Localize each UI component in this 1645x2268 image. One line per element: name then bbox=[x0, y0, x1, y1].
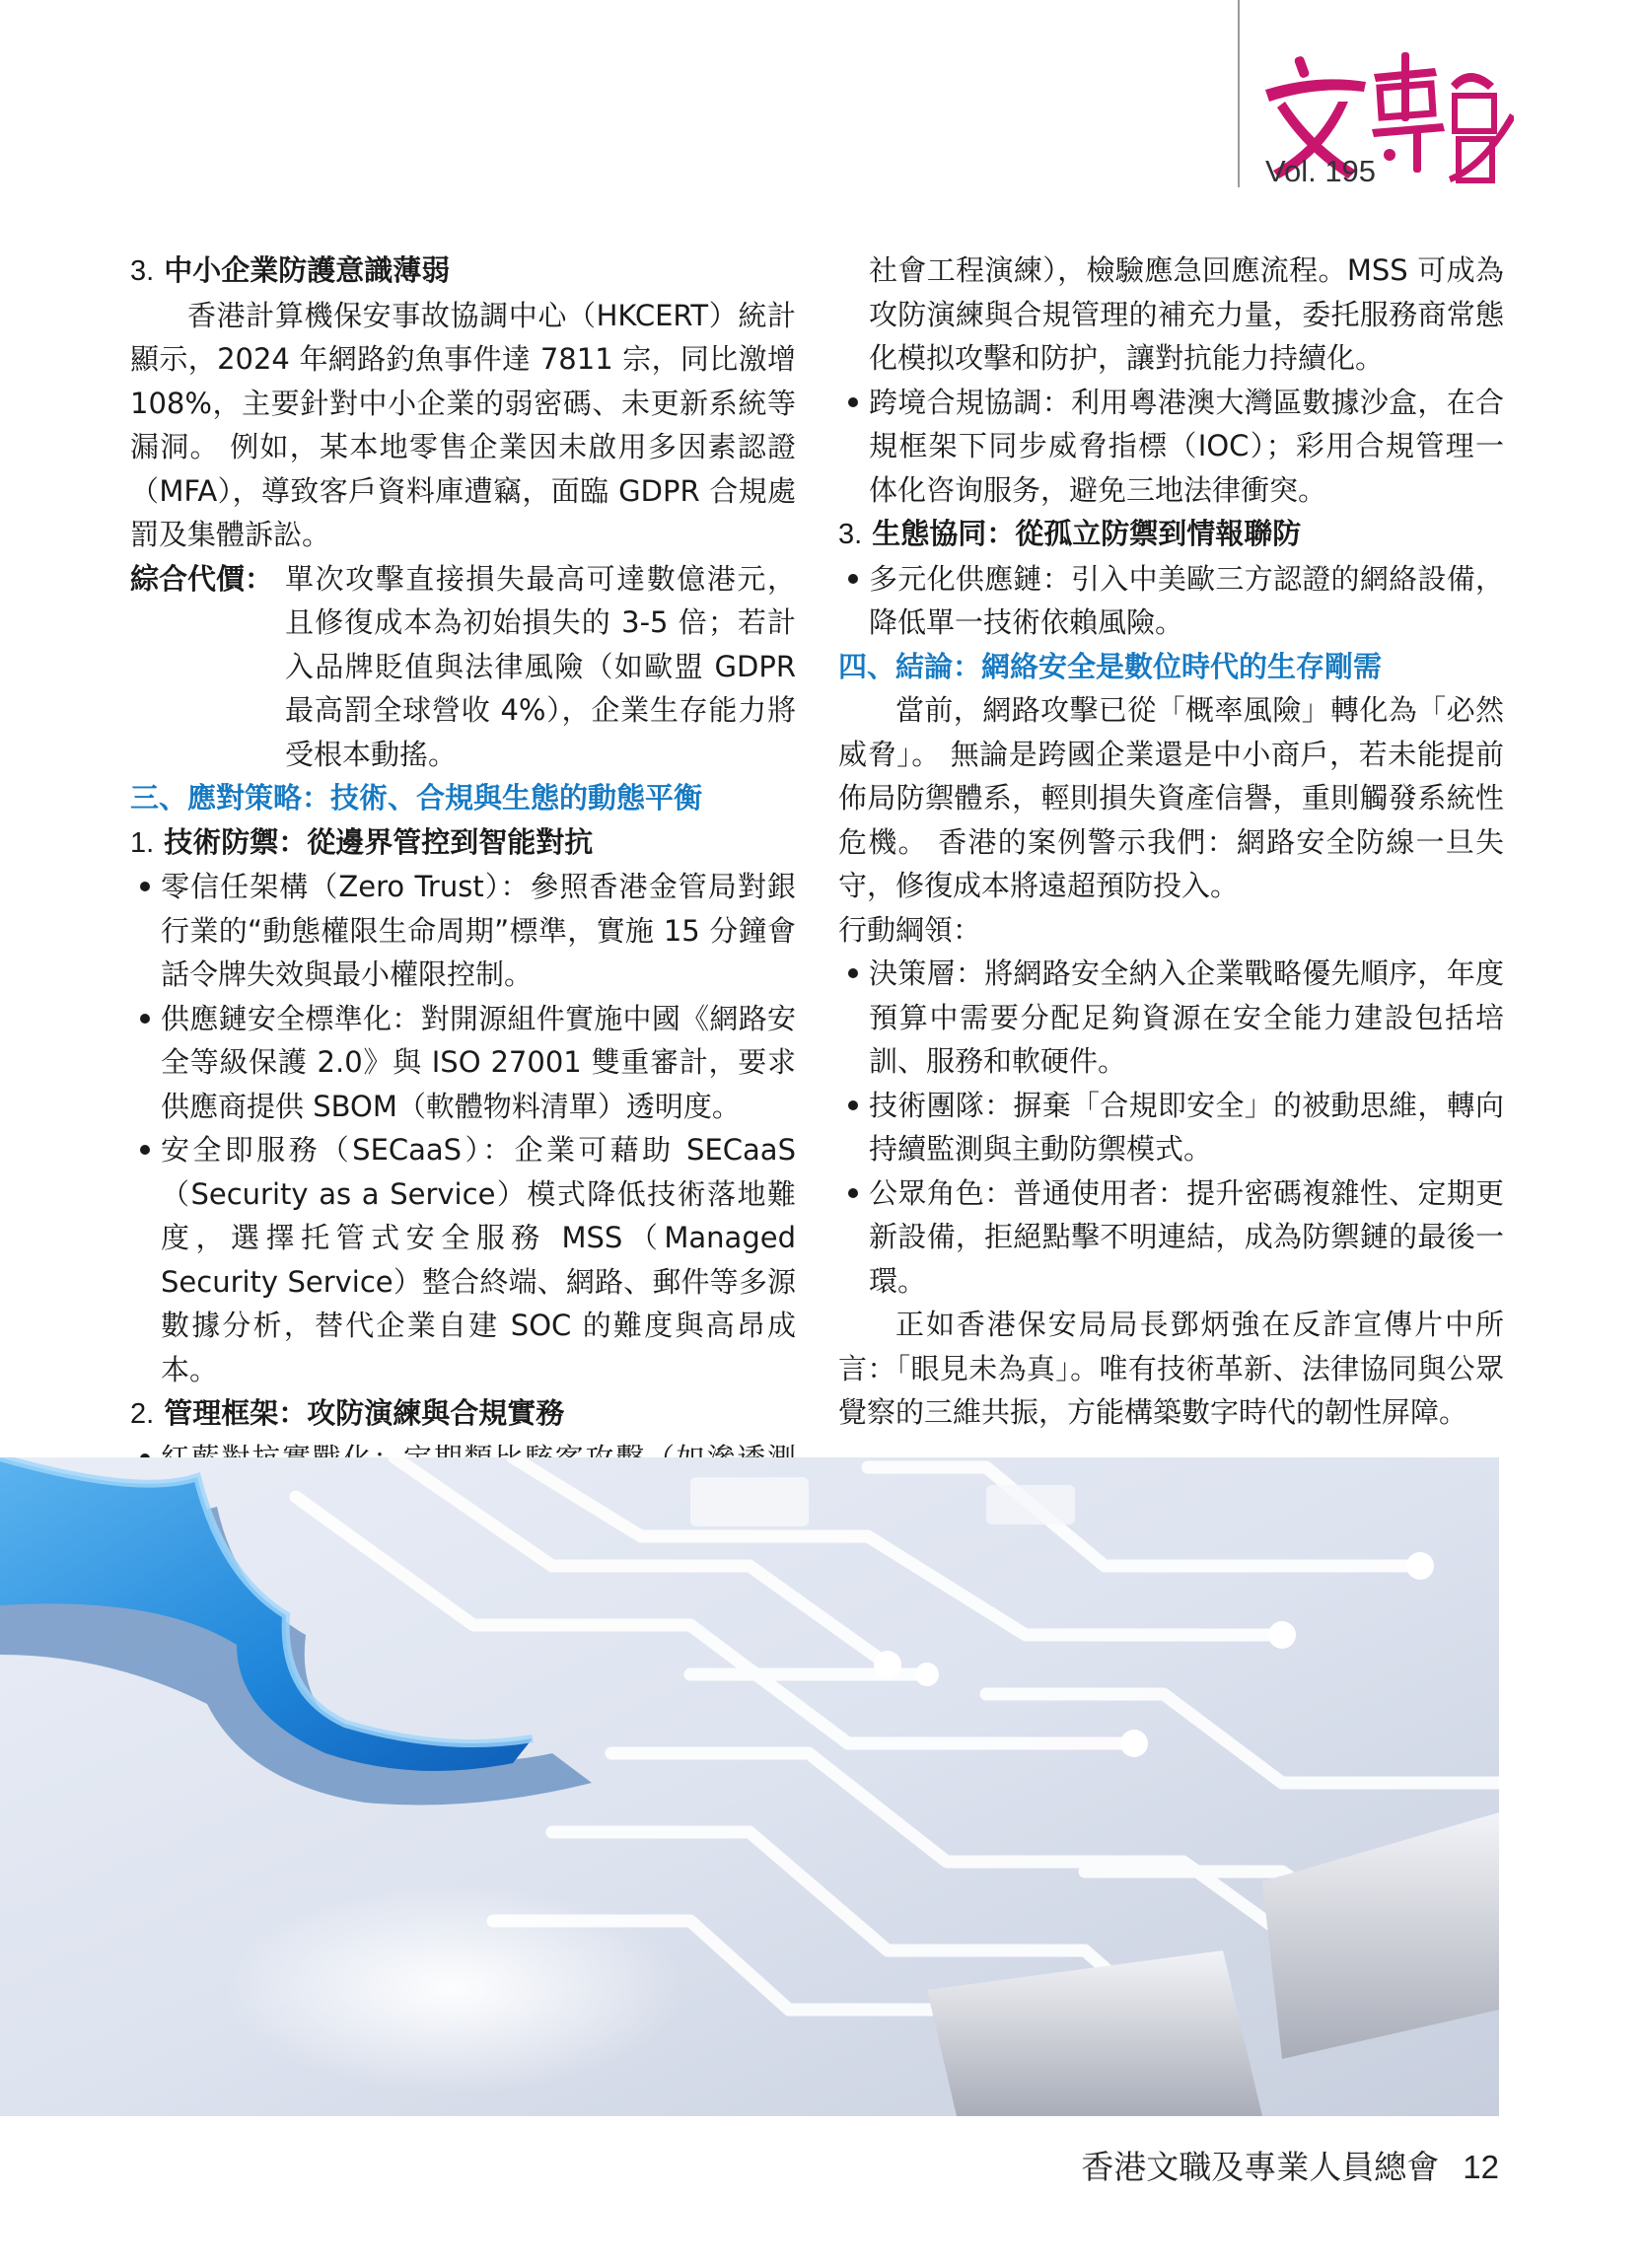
list-item: 技術團隊：摒棄「合規即安全」的被動思維，轉向持續監測與主動防禦模式。 bbox=[838, 1084, 1504, 1171]
list-item: 多元化供應鏈：引入中美歐三方認證的網絡設備，降低單一技術依賴風險。 bbox=[838, 557, 1504, 645]
left-column bbox=[130, 248, 796, 1524]
list-item: 安全即服務（SECaaS）：企業可藉助 SECaaS（Security as a Service）模式降低技術落地難度，選擇托管式安全服務 MSS（Managed Security Service）整合終端、網路、郵件等多源數據分析，替代企業自建 SOC 的難度與高昂成本。 bbox=[130, 1128, 796, 1391]
volume-number: Vol. 195 bbox=[1265, 154, 1377, 188]
overall-cost-label: 綜合代價： bbox=[130, 561, 274, 596]
footer-organization: 香港文職及專業人員總會 bbox=[1081, 2148, 1440, 2186]
paragraph-conclusion: 當前，網路攻擊已從「概率風險」轉化為「必然威脅」。 無論是跨國企業還是中小商戶，若未能提前佈局防禦體系，輕則損失資產信譽，重則觸發系統性危機。 香港的案例警示我們：網路安全防線一旦失守，修復成本將遠超預防投入。 bbox=[838, 693, 1504, 902]
list-item: 供應鏈安全標準化：對開源組件實施中國《網路安全等級保護 2.0》與 ISO 27001 雙重審計，要求供應商提供 SBOM（軟體物料清單）透明度。 bbox=[130, 997, 796, 1129]
subheading-management-framework: 2. 管理框架：攻防演練與合規實務 bbox=[130, 1396, 565, 1430]
section-heading-conclusion: 四、結論：網絡安全是數位時代的生存剛需 bbox=[838, 649, 1383, 683]
page-number: 12 bbox=[1463, 2149, 1499, 2185]
section-heading-strategies: 三、應對策略：技術、合規與生態的動態平衡 bbox=[130, 781, 703, 815]
overall-cost-text: 單次攻擊直接損失最高可達數億港元，且修復成本為初始損失的 3-5 倍；若計入品牌貶值與法律風險（如歐盟 GDPR 最高罰全球營收 4%），企業生存能力將受根本動搖。 bbox=[285, 561, 796, 771]
list-item-continued: 社會工程演練），檢驗應急回應流程。MSS 可成為攻防演練與合規管理的補充力量，委托服務商常態化模拟攻擊和防护，讓對抗能力持續化。 bbox=[869, 253, 1504, 375]
paragraph-hkcert: 香港計算機保安事故協調中心（HKCERT）統計顯示，2024 年網路釣魚事件達 7811 宗，同比激增 108%，主要針對中小企業的弱密碼、未更新系統等漏洞。 例如，某本地零售企業因未啟用多因素認證（MFA），導致客戶資料庫遭竊，面臨 GDPR 合規處罰及集體訴訟。 bbox=[130, 298, 796, 551]
cyber-shield-illustration bbox=[0, 1457, 1499, 2116]
list-item: 公眾角色：普通使用者：提升密碼複雜性、定期更新設備，拒絕點擊不明連結，成為防禦鏈的最後一環。 bbox=[838, 1171, 1504, 1304]
action-label: 行動綱領： bbox=[838, 912, 982, 947]
header-divider bbox=[1238, 0, 1240, 187]
paragraph-closing: 正如香港保安局局長鄧炳強在反詐宣傳片中所言：「眼見未為真」。唯有技術革新、法律協同與公眾覺察的三維共振，方能構築數字時代的韌性屏障。 bbox=[838, 1308, 1504, 1429]
list-item: 跨境合規協調：利用粵港澳大灣區數據沙盒，在合規框架下同步威脅指標（IOC）；彩用合規管理一体化咨询服务，避免三地法律衝突。 bbox=[838, 381, 1504, 513]
subheading-weak-awareness: 3. 中小企業防護意識薄弱 bbox=[130, 253, 451, 287]
subheading-ecosystem: 3. 生態協同：從孤立防禦到情報聯防 bbox=[838, 517, 1302, 550]
overall-cost-block bbox=[130, 557, 796, 777]
right-column bbox=[838, 248, 1504, 1435]
page-footer bbox=[1081, 2142, 1499, 2188]
list-item: 零信任架構（Zero Trust）：參照香港金管局對銀行業的“動態權限生命周期”標準，實施 15 分鐘會話令牌失效與最小權限控制。 bbox=[130, 865, 796, 997]
list-item: 決策層：將網路安全納入企業戰略優先順序，年度預算中需要分配足夠資源在安全能力建設包括培訓、服務和軟硬件。 bbox=[838, 952, 1504, 1084]
subheading-technical-defense: 1. 技術防禦：從邊界管控到智能對抗 bbox=[130, 824, 594, 859]
